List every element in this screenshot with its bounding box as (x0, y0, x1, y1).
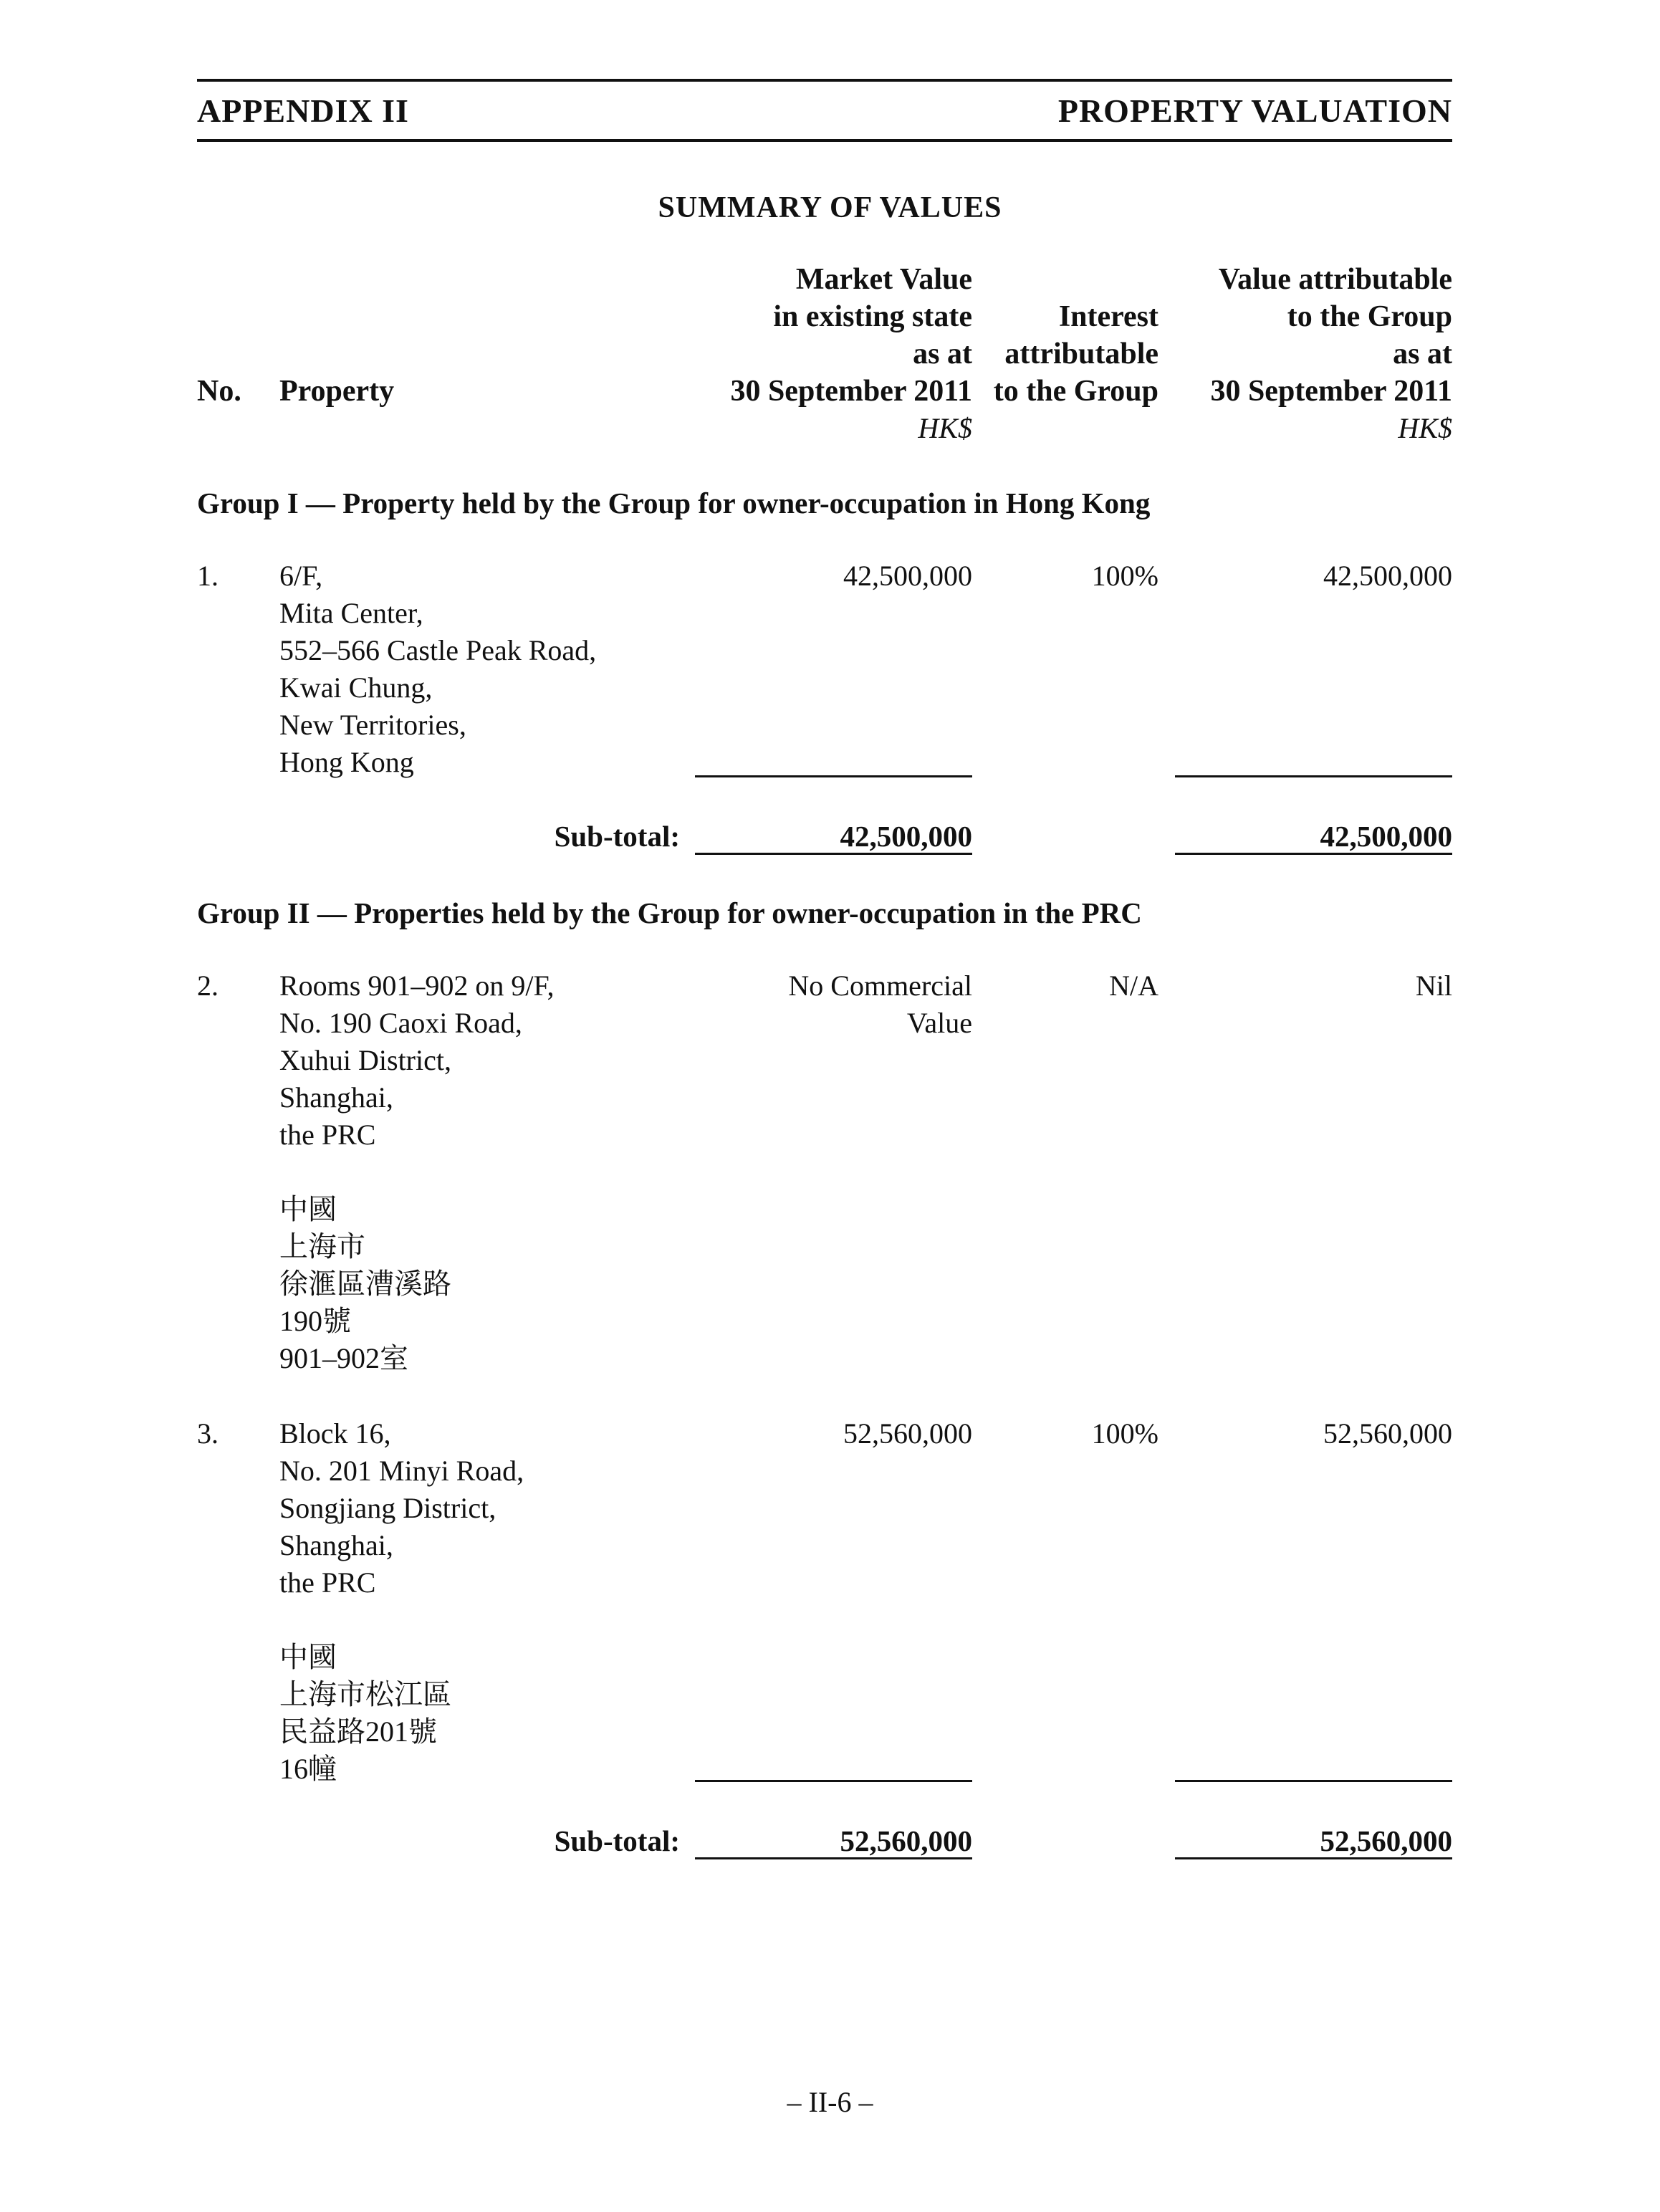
property-address: Block 16, No. 201 Minyi Road, Songjiang District, Shanghai, the PRC (279, 1417, 524, 1599)
subtotal-market-underline (695, 1857, 972, 1859)
subtotal-market-value: 52,560,000 (840, 1824, 972, 1857)
subtotal-label: Sub-total: (554, 1824, 680, 1857)
column-attributable-value-unit: HK$ (1398, 412, 1452, 444)
appendix-label: APPENDIX II (197, 92, 409, 129)
interest-value: 100% (1091, 560, 1158, 592)
property-address: 6/F, Mita Center, 552–566 Castle Peak Road, Kwai Chung, New Territories, Hong Kong (279, 560, 597, 778)
property-address: Rooms 901–902 on 9/F, No. 190 Caoxi Road, Xuhui District, Shanghai, the PRC (279, 969, 555, 1151)
item-number: 3. (197, 1417, 219, 1450)
page-number: – II-6 – (787, 2086, 873, 2118)
group-heading: Group II — Properties held by the Group for owner-occupation in the PRC (197, 896, 1142, 929)
column-interest: Interest attributable to the Group (993, 300, 1158, 408)
column-no: No. (197, 375, 241, 408)
section-title: PROPERTY VALUATION (1057, 92, 1452, 129)
property-address-chinese: 中國 上海市 徐滙區漕溪路 190號 901–902室 (279, 1193, 451, 1374)
subtotal-market-value: 42,500,000 (840, 820, 972, 853)
column-attributable-value: Value attributable to the Group as at 30 September 2011 (1210, 263, 1452, 408)
page-title: SUMMARY OF VALUES (658, 191, 1002, 224)
attributable-column-rule (1175, 775, 1452, 777)
subtotal-label: Sub-total: (554, 820, 680, 853)
item-number: 1. (197, 560, 219, 592)
subtotal-attributable-underline (1175, 1857, 1452, 1859)
market-value: No Commercial Value (788, 969, 972, 1039)
market-value: 42,500,000 (843, 560, 972, 592)
property-address-chinese: 中國 上海市松江區 民益路201號 16幢 (279, 1641, 451, 1785)
attributable-value: 42,500,000 (1323, 560, 1452, 592)
subtotal-attributable-underline (1175, 853, 1452, 855)
subtotal-market-underline (695, 853, 972, 855)
market-value: 52,560,000 (843, 1417, 972, 1450)
column-market-value: Market Value in existing state as at 30 September 2011 (730, 263, 972, 408)
item-number: 2. (197, 969, 219, 1002)
attributable-value: Nil (1415, 969, 1452, 1002)
group-heading: Group I — Property held by the Group for owner-occupation in Hong Kong (197, 487, 1151, 520)
subtotal-attributable-value: 52,560,000 (1320, 1824, 1452, 1857)
header-bottom-rule (197, 139, 1452, 142)
interest-value: N/A (1109, 969, 1158, 1002)
interest-value: 100% (1091, 1417, 1158, 1450)
column-property: Property (279, 375, 395, 408)
subtotal-attributable-value: 42,500,000 (1320, 820, 1452, 853)
attributable-column-rule (1175, 1780, 1452, 1782)
market-column-rule (695, 775, 972, 777)
header-top-rule (197, 79, 1452, 82)
column-market-value-unit: HK$ (918, 412, 972, 444)
market-column-rule (695, 1780, 972, 1782)
attributable-value: 52,560,000 (1323, 1417, 1452, 1450)
